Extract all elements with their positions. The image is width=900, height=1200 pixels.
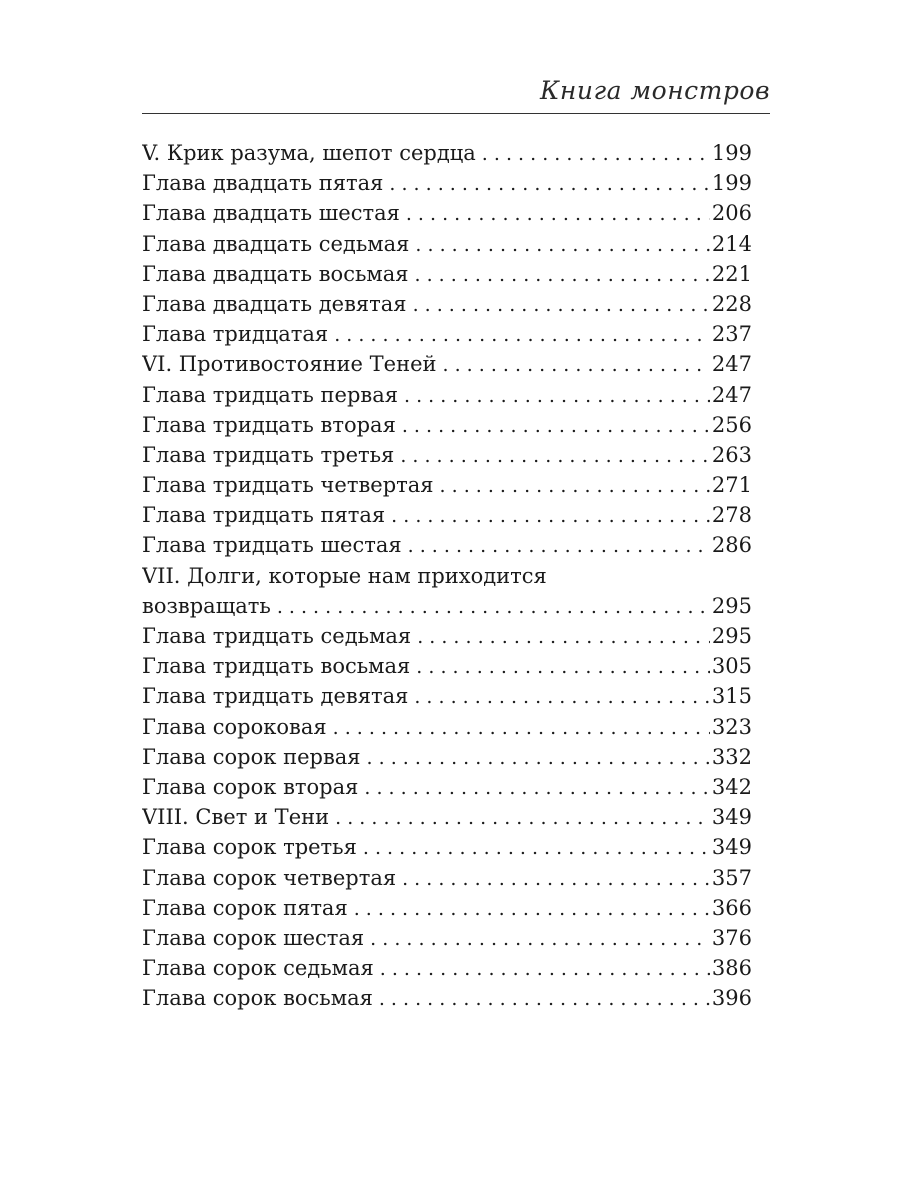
toc-page-number: 256 xyxy=(711,412,752,437)
toc-page-number: 357 xyxy=(711,865,752,890)
toc-entry-title: Глава тридцать девятая xyxy=(142,684,409,709)
toc-entry xyxy=(142,591,752,621)
toc-entry xyxy=(142,772,752,802)
toc-entry-title: Глава сороковая xyxy=(142,714,327,739)
toc-entry-title: Глава сорок восьмая xyxy=(142,986,373,1011)
toc-entry xyxy=(142,500,752,530)
toc-dot-leader xyxy=(363,833,710,862)
toc-entry-title: Глава тридцать шестая xyxy=(142,533,402,558)
toc-entry-title: Глава тридцать первая xyxy=(142,382,398,407)
toc-dot-leader xyxy=(415,230,710,259)
toc-entry-title: Глава двадцать седьмая xyxy=(142,231,410,256)
toc-dot-leader xyxy=(402,864,710,893)
toc-entry-title: Глава тридцать пятая xyxy=(142,503,386,528)
toc-page-number: 323 xyxy=(711,714,752,739)
toc-page-number: 386 xyxy=(711,956,752,981)
toc-dot-leader xyxy=(443,350,710,379)
toc-page-number: 263 xyxy=(711,442,752,467)
toc-dot-leader xyxy=(370,924,710,953)
toc-entry-title: Глава тридцать вторая xyxy=(142,412,396,437)
toc-entry xyxy=(142,259,752,289)
toc-dot-leader xyxy=(334,320,710,349)
toc-dot-leader xyxy=(417,622,710,651)
toc-page-number: 228 xyxy=(711,291,752,316)
toc-entry-title: VI. Противостояние Теней xyxy=(142,352,437,377)
toc-entry xyxy=(142,832,752,862)
toc-entry-title: Глава сорок вторая xyxy=(142,774,359,799)
toc-page-number: 396 xyxy=(711,986,752,1011)
toc-entry-title: Глава сорок пятая xyxy=(142,895,348,920)
toc-entry xyxy=(142,289,752,319)
toc-page-number: 315 xyxy=(711,684,752,709)
toc-entry-title-line xyxy=(142,561,752,591)
toc-dot-leader xyxy=(402,411,710,440)
toc-entry xyxy=(142,742,752,772)
toc-entry xyxy=(142,319,752,349)
toc-dot-leader xyxy=(333,713,710,742)
toc-entry xyxy=(142,229,752,259)
toc-page-number: 247 xyxy=(711,382,752,407)
toc-dot-leader xyxy=(414,682,710,711)
toc-entry-title: Глава тридцать четвертая xyxy=(142,473,434,498)
toc-page-number: 349 xyxy=(711,805,752,830)
toc-entry xyxy=(142,681,752,711)
toc-page-number: 237 xyxy=(711,322,752,347)
toc-dot-leader xyxy=(415,260,710,289)
toc-entry xyxy=(142,168,752,198)
toc-entry xyxy=(142,863,752,893)
toc-page-number: 278 xyxy=(711,503,752,528)
toc-page-number: 206 xyxy=(711,201,752,226)
toc-entry-title: Глава тридцать седьмая xyxy=(142,624,412,648)
toc-entry-title: Глава сорок шестая xyxy=(142,925,365,950)
toc-dot-leader xyxy=(379,984,710,1013)
toc-dot-leader xyxy=(416,652,710,681)
toc-entry xyxy=(142,953,752,983)
toc-page-number: 199 xyxy=(711,141,752,165)
toc-entry-title: Глава сорок четвертая xyxy=(142,865,397,890)
toc-dot-leader xyxy=(391,501,710,530)
toc-page-number: 247 xyxy=(711,352,752,377)
toc-entry xyxy=(142,470,752,500)
toc-page-number: 349 xyxy=(711,835,752,860)
toc-page-number: 295 xyxy=(711,593,752,618)
toc-page-number: 376 xyxy=(711,925,752,950)
toc-entry-title: Глава тридцать третья xyxy=(142,442,395,467)
toc-dot-leader xyxy=(406,199,710,228)
toc-dot-leader xyxy=(408,531,710,560)
toc-dot-leader xyxy=(413,290,710,319)
toc-entry xyxy=(142,410,752,440)
toc-dot-leader xyxy=(277,592,710,621)
toc-entry-title: VIII. Свет и Тени xyxy=(142,805,330,830)
toc-entry-title: Глава сорок первая xyxy=(142,744,361,769)
toc-page-number: 295 xyxy=(711,624,752,648)
toc-entry-title: Глава двадцать пятая xyxy=(142,171,384,196)
toc-entry-title: возвращать xyxy=(142,593,271,618)
toc-entry xyxy=(142,651,752,681)
toc-entry xyxy=(142,712,752,742)
toc-entry xyxy=(142,138,752,168)
table-of-contents xyxy=(142,138,752,1013)
toc-page-number: 305 xyxy=(711,654,752,679)
toc-entry-title: V. Крик разума, шепот сердца xyxy=(142,141,476,165)
toc-entry-title: Глава тридцатая xyxy=(142,322,329,347)
toc-entry xyxy=(142,198,752,228)
toc-page-number: 332 xyxy=(711,744,752,769)
toc-entry xyxy=(142,530,752,560)
toc-dot-leader xyxy=(482,139,710,168)
toc-dot-leader xyxy=(389,169,710,198)
toc-entry-title: Глава сорок седьмая xyxy=(142,956,374,981)
toc-entry xyxy=(142,440,752,470)
toc-entry-title: Глава двадцать девятая xyxy=(142,291,407,316)
toc-entry-title: Глава сорок третья xyxy=(142,835,357,860)
toc-entry xyxy=(142,893,752,923)
toc-entry-title: Глава двадцать восьмая xyxy=(142,261,409,286)
toc-entry-title: Глава тридцать восьмая xyxy=(142,654,411,679)
toc-dot-leader xyxy=(400,441,710,470)
toc-dot-leader xyxy=(354,894,710,923)
toc-entry xyxy=(142,621,752,651)
toc-entry xyxy=(142,923,752,953)
toc-entry xyxy=(142,349,752,379)
toc-dot-leader xyxy=(404,381,710,410)
toc-entry xyxy=(142,380,752,410)
toc-dot-leader xyxy=(364,773,710,802)
toc-page-number: 221 xyxy=(711,261,752,286)
toc-dot-leader xyxy=(367,743,710,772)
toc-entry xyxy=(142,983,752,1013)
toc-page-number: 271 xyxy=(711,473,752,498)
toc-dot-leader xyxy=(380,954,710,983)
toc-page-number: 199 xyxy=(711,171,752,196)
toc-dot-leader xyxy=(440,471,710,500)
toc-entry-title: Глава двадцать шестая xyxy=(142,201,400,226)
header-rule xyxy=(142,113,770,114)
toc-page-number: 342 xyxy=(711,774,752,799)
toc-page-number: 214 xyxy=(711,231,752,256)
toc-page-number: 366 xyxy=(711,895,752,920)
toc-dot-leader xyxy=(335,803,710,832)
toc-entry xyxy=(142,802,752,832)
toc-page-number: 286 xyxy=(711,533,752,558)
running-header: Книга монстров xyxy=(540,76,770,105)
toc-entry-title: VII. Долги, которые нам приходится xyxy=(142,563,547,588)
